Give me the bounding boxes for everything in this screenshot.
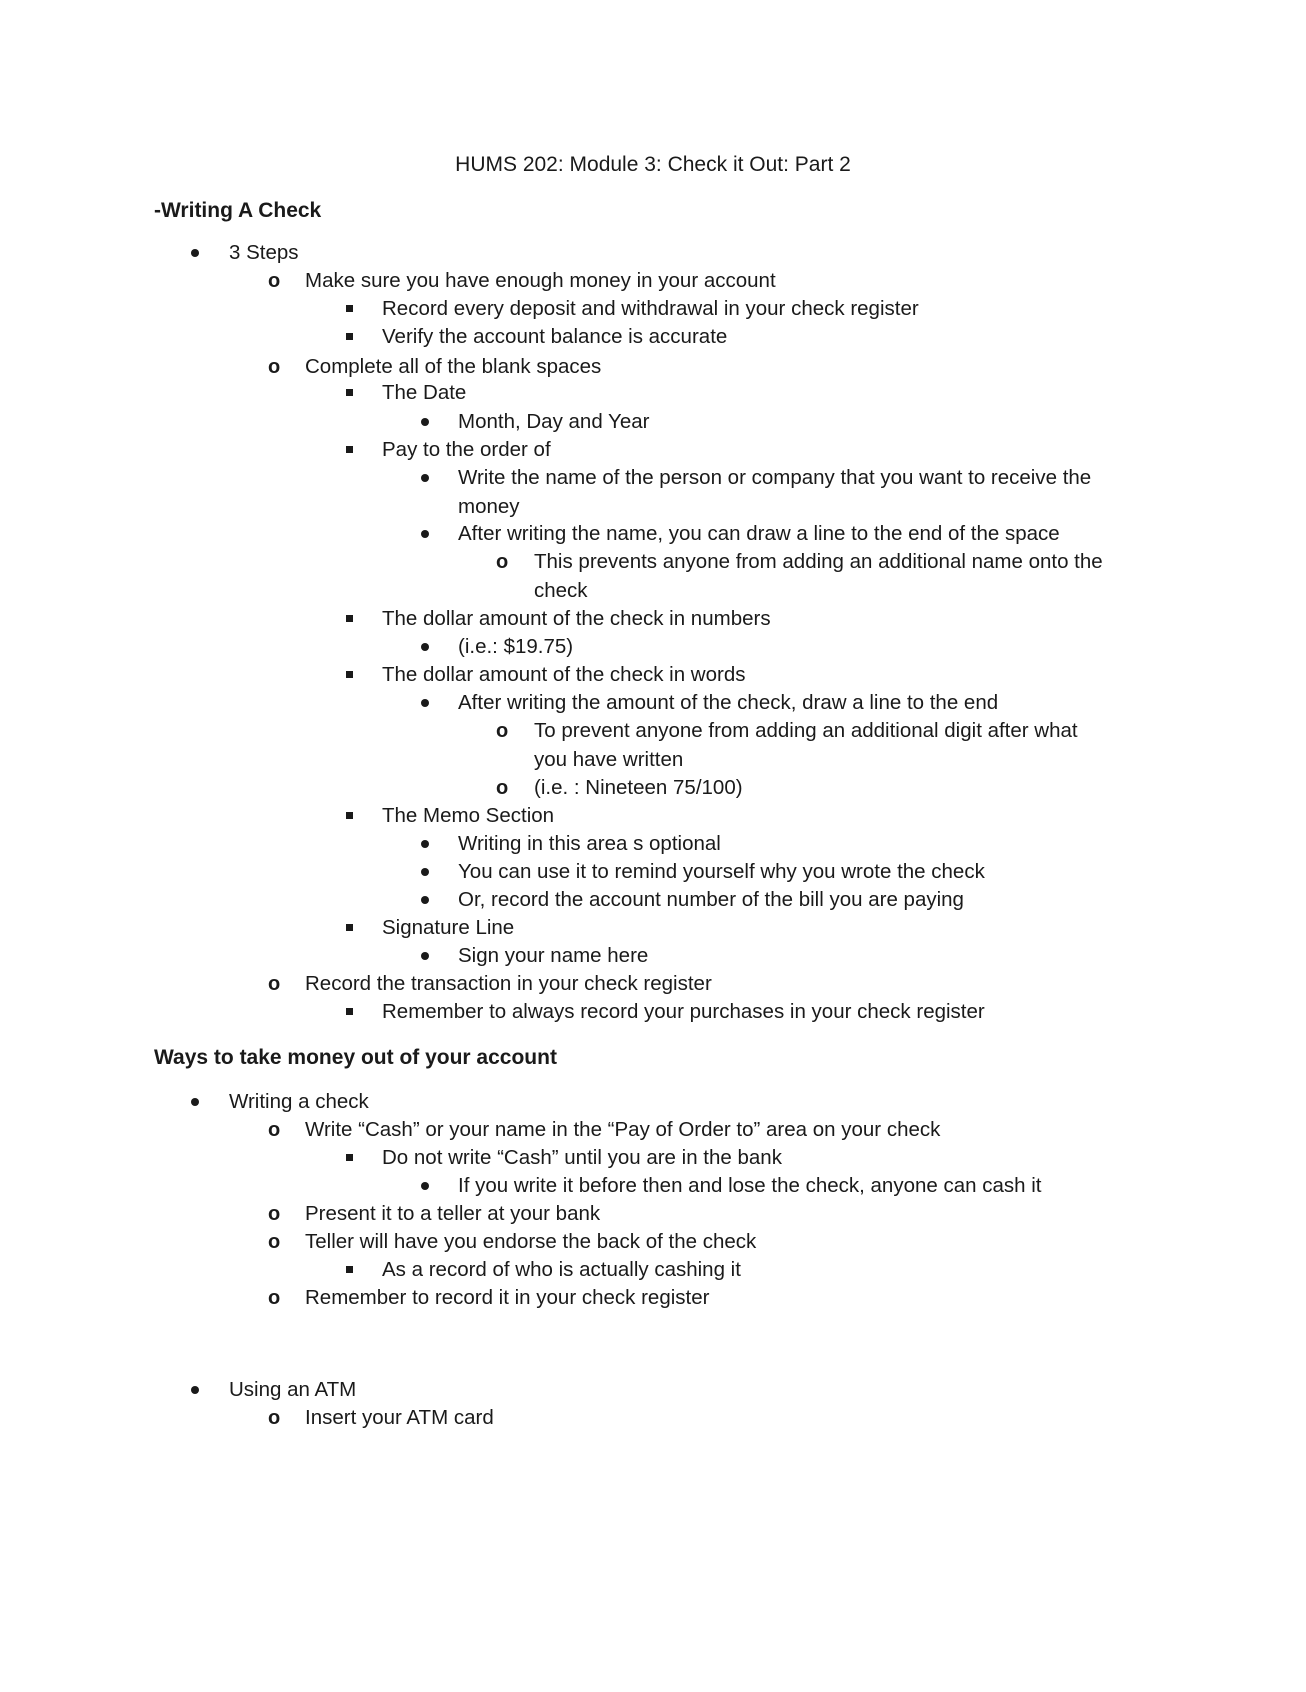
list-item: If you write it before then and lose the check, anyone can cash it [0,1173,1306,1199]
list-item: The dollar amount of the check in numbers [0,606,1306,632]
circle-bullet-icon: o [268,973,281,995]
list-item: Write the name of the person or company that you want to receive the [0,465,1306,491]
list-item: o Teller will have you endorse the back of the check [268,1230,757,1253]
list-item: 3 Steps [0,240,1306,266]
disc-bullet-icon [421,952,429,960]
list-item: o Insert your ATM card [268,1406,494,1429]
list-item: o Make sure you have enough money in your account [268,269,776,292]
square-bullet-icon [346,1008,353,1015]
square-bullet-icon [346,924,353,931]
list-item: o To prevent anyone from adding an additional digit after what [496,719,1078,742]
list-item: Writing a check [0,1089,1306,1115]
square-bullet-icon [346,812,353,819]
square-bullet-icon [346,446,353,453]
list-item: Remember to always record your purchases in your check register [0,999,1306,1025]
square-bullet-icon [346,333,353,340]
disc-bullet-icon [191,249,199,257]
list-item: As a record of who is actually cashing it [0,1257,1306,1283]
list-item: Or, record the account number of the bill you are paying [0,887,1306,913]
list-item: The dollar amount of the check in words [0,662,1306,688]
list-item: (i.e.: $19.75) [0,634,1306,660]
disc-bullet-icon [421,1182,429,1190]
list-item: o Record the transaction in your check register [268,972,712,995]
list-item: The Memo Section [0,803,1306,829]
square-bullet-icon [346,1266,353,1273]
square-bullet-icon [346,615,353,622]
circle-bullet-icon: o [268,1231,281,1253]
square-bullet-icon [346,389,353,396]
disc-bullet-icon [421,418,429,426]
circle-bullet-icon: o [496,777,509,799]
section-heading-writing-a-check: -Writing A Check [154,199,322,222]
disc-bullet-icon [421,643,429,651]
list-item: o Write “Cash” or your name in the “Pay of Order to” area on your check [268,1118,941,1141]
circle-bullet-icon: o [496,551,509,573]
circle-bullet-icon: o [268,1119,281,1141]
list-item: Verify the account balance is accurate [0,324,1306,350]
circle-bullet-icon: o [268,270,281,292]
circle-bullet-icon: o [268,1407,281,1429]
disc-bullet-icon [421,896,429,904]
list-item: Month, Day and Year [0,409,1306,435]
list-item: After writing the amount of the check, draw a line to the end [0,690,1306,716]
list-item: o Remember to record it in your check register [268,1286,710,1309]
list-item: Signature Line [0,915,1306,941]
disc-bullet-icon [421,840,429,848]
list-item: o Present it to a teller at your bank [268,1202,601,1225]
square-bullet-icon [346,671,353,678]
list-item: Pay to the order of [0,437,1306,463]
section-heading-ways-to-take-money: Ways to take money out of your account [154,1046,557,1069]
list-item: o (i.e. : Nineteen 75/100) [496,776,743,799]
disc-bullet-icon [421,474,429,482]
list-item: Sign your name here [0,943,1306,969]
disc-bullet-icon [421,699,429,707]
circle-bullet-icon: o [268,1287,281,1309]
list-item: You can use it to remind yourself why you wrote the check [0,859,1306,885]
list-item: Writing in this area s optional [0,831,1306,857]
circle-bullet-icon: o [496,720,509,742]
list-item-continuation: money [458,495,520,518]
list-item: The Date [0,380,1306,406]
list-item: After writing the name, you can draw a line to the end of the space [0,521,1306,547]
list-item-continuation: you have written [534,748,684,771]
list-item: Record every deposit and withdrawal in your check register [0,296,1306,322]
list-item-continuation: check [534,579,588,602]
disc-bullet-icon [421,868,429,876]
document-title: HUMS 202: Module 3: Check it Out: Part 2 [455,153,851,176]
list-item: Do not write “Cash” until you are in the bank [0,1145,1306,1171]
disc-bullet-icon [191,1386,199,1394]
list-item: o This prevents anyone from adding an additional name onto the [496,550,1103,573]
square-bullet-icon [346,1154,353,1161]
circle-bullet-icon: o [268,1203,281,1225]
circle-bullet-icon: o [268,356,281,378]
square-bullet-icon [346,305,353,312]
list-item: Using an ATM [0,1377,1306,1403]
disc-bullet-icon [421,530,429,538]
disc-bullet-icon [191,1098,199,1106]
list-item: o Complete all of the blank spaces [268,355,602,378]
